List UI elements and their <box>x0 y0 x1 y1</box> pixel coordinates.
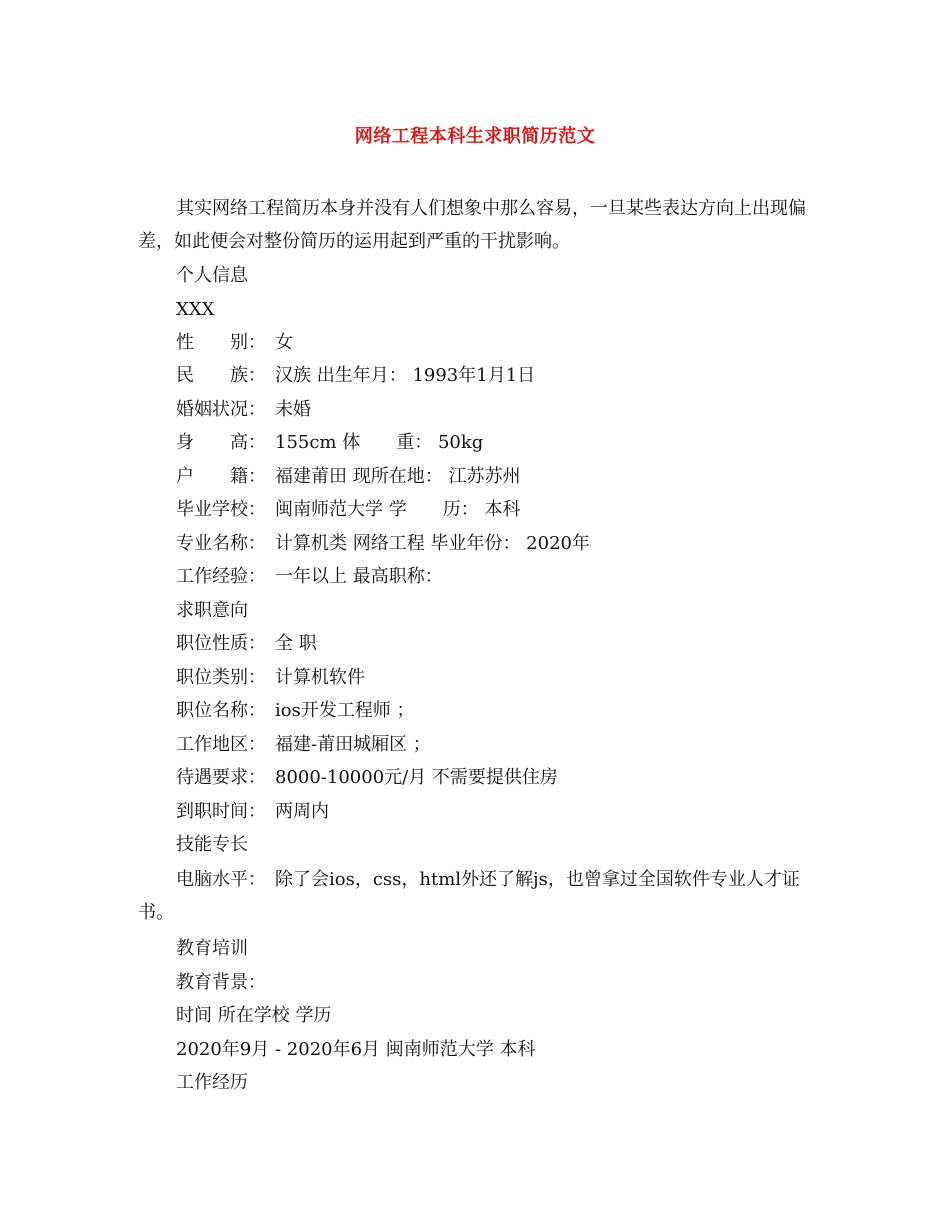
salary-line: 待遇要求： 8000-10000元/月 不需要提供住房 <box>176 767 558 788</box>
job-nature-line: 职位性质： 全 职 <box>176 633 317 654</box>
start-time-line: 到职时间： 两周内 <box>176 801 329 822</box>
name-line: XXX <box>176 299 215 320</box>
section-heading-skills: 技能专长 <box>176 834 248 855</box>
computer-skill-paragraph: 电脑水平： 除了会ios，css，html外还了解js，也曾拿过全国软件专业人才证书。 <box>138 869 800 923</box>
section-heading-work: 工作经历 <box>176 1072 248 1093</box>
marital-line: 婚姻状况： 未婚 <box>176 399 311 420</box>
height-weight-line: 身 高： 155cm 体 重： 50kg <box>176 432 484 453</box>
job-title-line: 职位名称： ios开发工程师 ； <box>176 700 415 721</box>
major-line: 专业名称： 计算机类 网络工程 毕业年份： 2020年 <box>176 533 590 554</box>
school-line: 毕业学校： 闽南师范大学 学 历： 本科 <box>176 499 521 520</box>
experience-line: 工作经验： 一年以上 最高职称： <box>176 566 443 587</box>
section-heading-education: 教育培训 <box>176 938 248 959</box>
job-category-line: 职位类别： 计算机软件 <box>176 667 365 688</box>
hukou-line: 户 籍： 福建莆田 现所在地： 江苏苏州 <box>176 466 521 487</box>
gender-line: 性 别： 女 <box>176 332 293 353</box>
section-heading-intent: 求职意向 <box>176 600 248 621</box>
work-region-line: 工作地区： 福建-莆田城厢区 ； <box>176 734 431 755</box>
intro-paragraph: 其实网络工程简历本身并没有人们想象中那么容易，一旦某些表达方向上出现偏差，如此便会对整份简历的运用起到严重的干扰影响。 <box>138 198 806 252</box>
section-heading-personal: 个人信息 <box>176 265 248 286</box>
education-columns-line: 时间 所在学校 学历 <box>176 1005 332 1026</box>
education-row-line: 2020年9月 - 2020年6月 闽南师范大学 本科 <box>176 1039 536 1060</box>
education-background-label: 教育背景： <box>176 972 266 993</box>
ethnicity-birth-line: 民 族： 汉族 出生年月： 1993年1月1日 <box>176 365 536 386</box>
document-title: 网络工程本科生求职简历范文 <box>354 126 596 147</box>
